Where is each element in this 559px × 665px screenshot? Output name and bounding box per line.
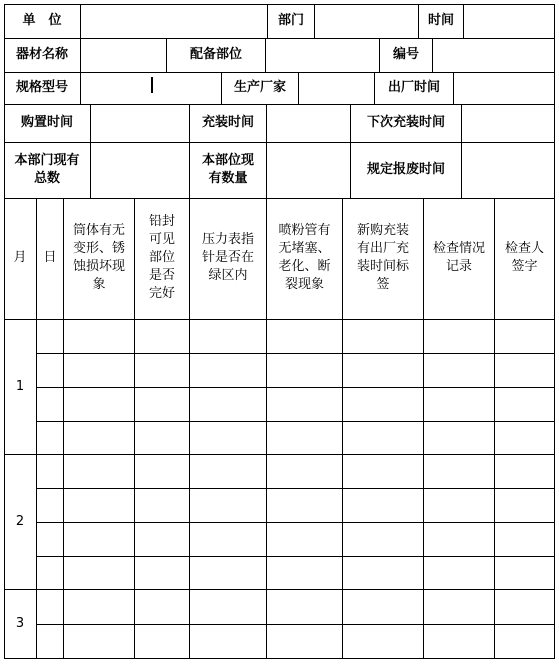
fill-time-field[interactable] [267,105,350,141]
scrap-time-field[interactable] [462,143,554,197]
grid-line [4,142,555,143]
location-field[interactable] [266,39,379,71]
grid-line [36,624,555,625]
grid-line [4,589,555,590]
grid-line [4,38,555,39]
grid-line [189,104,190,198]
factory-time-label: 出厂时间 [387,80,440,95]
grid-line [379,38,380,72]
col-header-seal: 铅封 可见 部位 是否 完好 [148,214,175,301]
location-label: 配备部位 [189,47,242,62]
unit-label: 单 位 [22,13,62,28]
col-header-inspection-record: 检查情况 记录 [432,241,485,274]
month-label: 3 [15,616,25,631]
grid-line [4,198,555,199]
grid-line [418,4,419,38]
next-fill-label: 下次充装时间 [366,115,445,130]
grid-line [4,4,5,659]
next-fill-field[interactable] [462,105,554,141]
dept-label: 部门 [277,13,304,28]
col-header-gauge: 压力表指 针是否在 绿区内 [201,232,254,283]
col-header-body: 筒体有无 变形、锈 蚀损坏现 象 [72,223,125,292]
month-label: 2 [15,514,25,529]
grid-line [298,72,299,104]
grid-line [463,4,464,38]
grid-line [554,4,555,659]
grid-line [90,104,91,198]
grid-line [453,72,454,104]
grid-line [314,4,315,38]
grid-line [36,387,555,388]
grid-line [36,522,555,523]
manufacturer-field[interactable] [299,73,374,103]
text-cursor [151,77,153,93]
scrap-time-label: 规定报废时间 [366,162,445,177]
number-label: 编号 [392,47,419,62]
col-header-month: 月 [13,250,27,265]
grid-line [265,38,266,72]
grid-line [266,104,267,198]
grid-line [36,421,555,422]
manufacturer-label: 生产厂家 [233,80,286,95]
fill-time-label: 充装时间 [201,115,254,130]
month-label: 1 [15,379,25,394]
col-header-day: 日 [43,250,57,265]
grid-line [166,38,167,72]
factory-time-field[interactable] [454,73,554,103]
dept-field[interactable] [315,5,418,37]
grid-line [80,72,81,104]
grid-line [36,488,555,489]
location-count-field[interactable] [267,143,350,197]
grid-line [80,38,81,72]
grid-line [80,4,81,38]
number-field[interactable] [433,39,554,71]
grid-line [432,38,433,72]
unit-field[interactable] [81,5,267,37]
dept-total-label: 本部门现有 总数 [14,153,80,186]
location-count-label: 本部位现 有数量 [201,153,254,186]
grid-line [4,104,555,105]
col-header-inspector-signature: 检查人 签字 [504,241,544,274]
dept-total-field[interactable] [91,143,189,197]
grid-line [374,72,375,104]
time-field[interactable] [464,5,554,37]
grid-line [36,556,555,557]
purchase-time-field[interactable] [91,105,189,141]
col-header-new-purchase: 新购充装 有出厂充 装时间标 签 [356,223,409,292]
purchase-time-label: 购置时间 [20,115,73,130]
grid-line [4,4,555,5]
grid-line [4,319,555,320]
grid-line [4,658,555,659]
grid-line [350,104,351,198]
grid-line [461,104,462,198]
equipment-name-label: 器材名称 [15,47,68,62]
grid-line [267,4,268,38]
col-header-hose: 喷粉管有 无堵塞、 老化、断 裂现象 [278,223,331,292]
grid-line [4,454,555,455]
equipment-name-field[interactable] [81,39,166,71]
grid-line [221,72,222,104]
time-label: 时间 [427,13,454,28]
grid-line [36,353,555,354]
model-label: 规格型号 [15,80,68,95]
grid-line [4,72,555,73]
